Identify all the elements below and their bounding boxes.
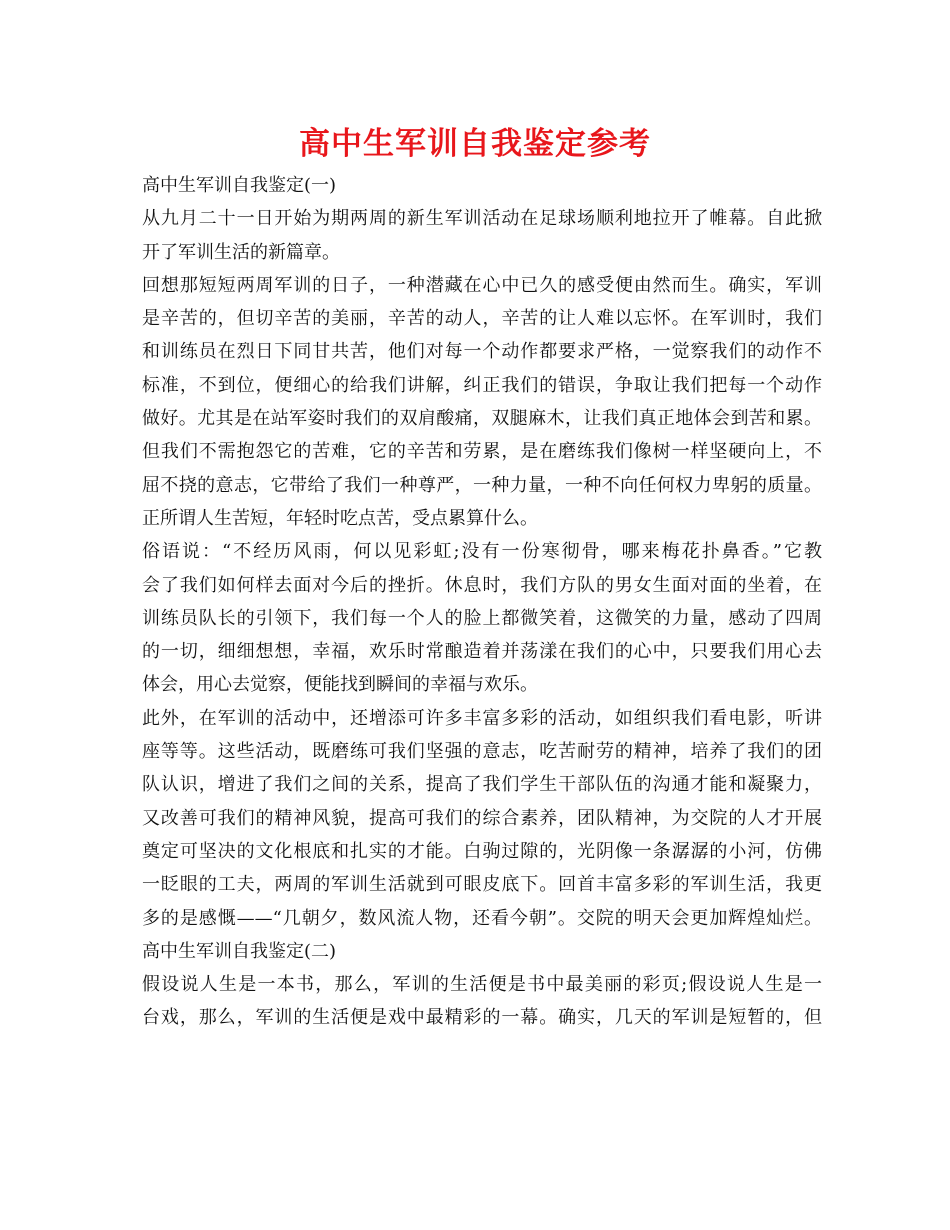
paragraph-line: 和训练员在烈日下同甘共苦，他们对每一个动作都要求严格，一觉察我们的动作不 <box>142 341 822 363</box>
paragraph-line: 但我们不需抱怨它的苦难，它的辛苦和劳累，是在磨练我们像树一样坚硬向上，不 <box>142 441 822 463</box>
paragraph-line: 假设说人生是一本书，那么，军训的生活便是书中最美丽的彩页;假设说人生是一 <box>142 974 822 996</box>
document-title: 高中生军训自我鉴定参考 <box>299 126 651 162</box>
paragraph-line: 正所谓人生苦短，年轻时吃点苦，受点累算什么。 <box>142 507 538 529</box>
document-body <box>142 169 822 1035</box>
paragraph-line: 标准，不到位，便细心的给我们讲解，纠正我们的错误，争取让我们把每一个动作 <box>142 374 822 396</box>
paragraph-line: 一眨眼的工夫，两周的军训生活就到可眼皮底下。回首丰富多彩的军训生活，我更 <box>142 874 822 896</box>
paragraph-line: 屈不挠的意志，它带给了我们一种尊严，一种力量，一种不向任何权力卑躬的质量。 <box>142 474 822 496</box>
section-heading: 高中生军训自我鉴定(二) <box>142 940 337 962</box>
paragraph-line: 做好。尤其是在站军姿时我们的双肩酸痛，双腿麻木，让我们真正地体会到苦和累。 <box>142 408 822 430</box>
paragraph-line: 从九月二十一日开始为期两周的新生军训活动在足球场顺利地拉开了帷幕。自此掀 <box>142 208 822 230</box>
paragraph-line: 俗语说：“不经历风雨，何以见彩虹;没有一份寒彻骨，哪来梅花扑鼻香。”它教 <box>142 541 822 563</box>
paragraph-line: 此外，在军训的活动中，还增添可许多丰富多彩的活动，如组织我们看电影，听讲 <box>142 707 822 729</box>
paragraph-line: 开了军训生活的新篇章。 <box>142 241 340 263</box>
section-heading: 高中生军训自我鉴定(一) <box>142 175 337 196</box>
paragraph-line: 的一切，细细想想，幸福，欢乐时常酿造着并荡漾在我们的心中，只要我们用心去 <box>142 641 822 663</box>
paragraph-line: 体会，用心去觉察，便能找到瞬间的幸福与欢乐。 <box>142 674 538 696</box>
paragraph-line: 会了我们如何样去面对今后的挫折。休息时，我们方队的男女生面对面的坐着，在 <box>142 574 822 596</box>
paragraph-line: 训练员队长的引领下，我们每一个人的脸上都微笑着，这微笑的力量，感动了四周 <box>142 607 822 629</box>
paragraph-line: 回想那短短两周军训的日子，一种潜藏在心中已久的感受便由然而生。确实，军训 <box>142 274 822 296</box>
paragraph-line: 台戏，那么，军训的生活便是戏中最精彩的一幕。确实，几天的军训是短暂的，但 <box>142 1007 822 1029</box>
paragraph-line: 队认识，增进了我们之间的关系，提高了我们学生干部队伍的沟通才能和凝聚力， <box>142 774 822 796</box>
paragraph-line: 又改善可我们的精神风貌，提高可我们的综合素养，团队精神，为交院的人才开展 <box>142 807 822 829</box>
paragraph-line: 多的是感慨——“几朝夕，数风流人物，还看今朝”。交院的明天会更加辉煌灿烂。 <box>142 907 822 929</box>
paragraph-line: 座等等。这些活动，既磨练可我们坚强的意志，吃苦耐劳的精神，培养了我们的团 <box>142 741 822 763</box>
paragraph-line: 奠定可坚决的文化根底和扎实的才能。白驹过隙的，光阴像一条潺潺的小河，仿佛 <box>142 840 822 862</box>
paragraph-line: 是辛苦的，但切辛苦的美丽，辛苦的动人，辛苦的让人难以忘怀。在军训时，我们 <box>142 308 822 330</box>
